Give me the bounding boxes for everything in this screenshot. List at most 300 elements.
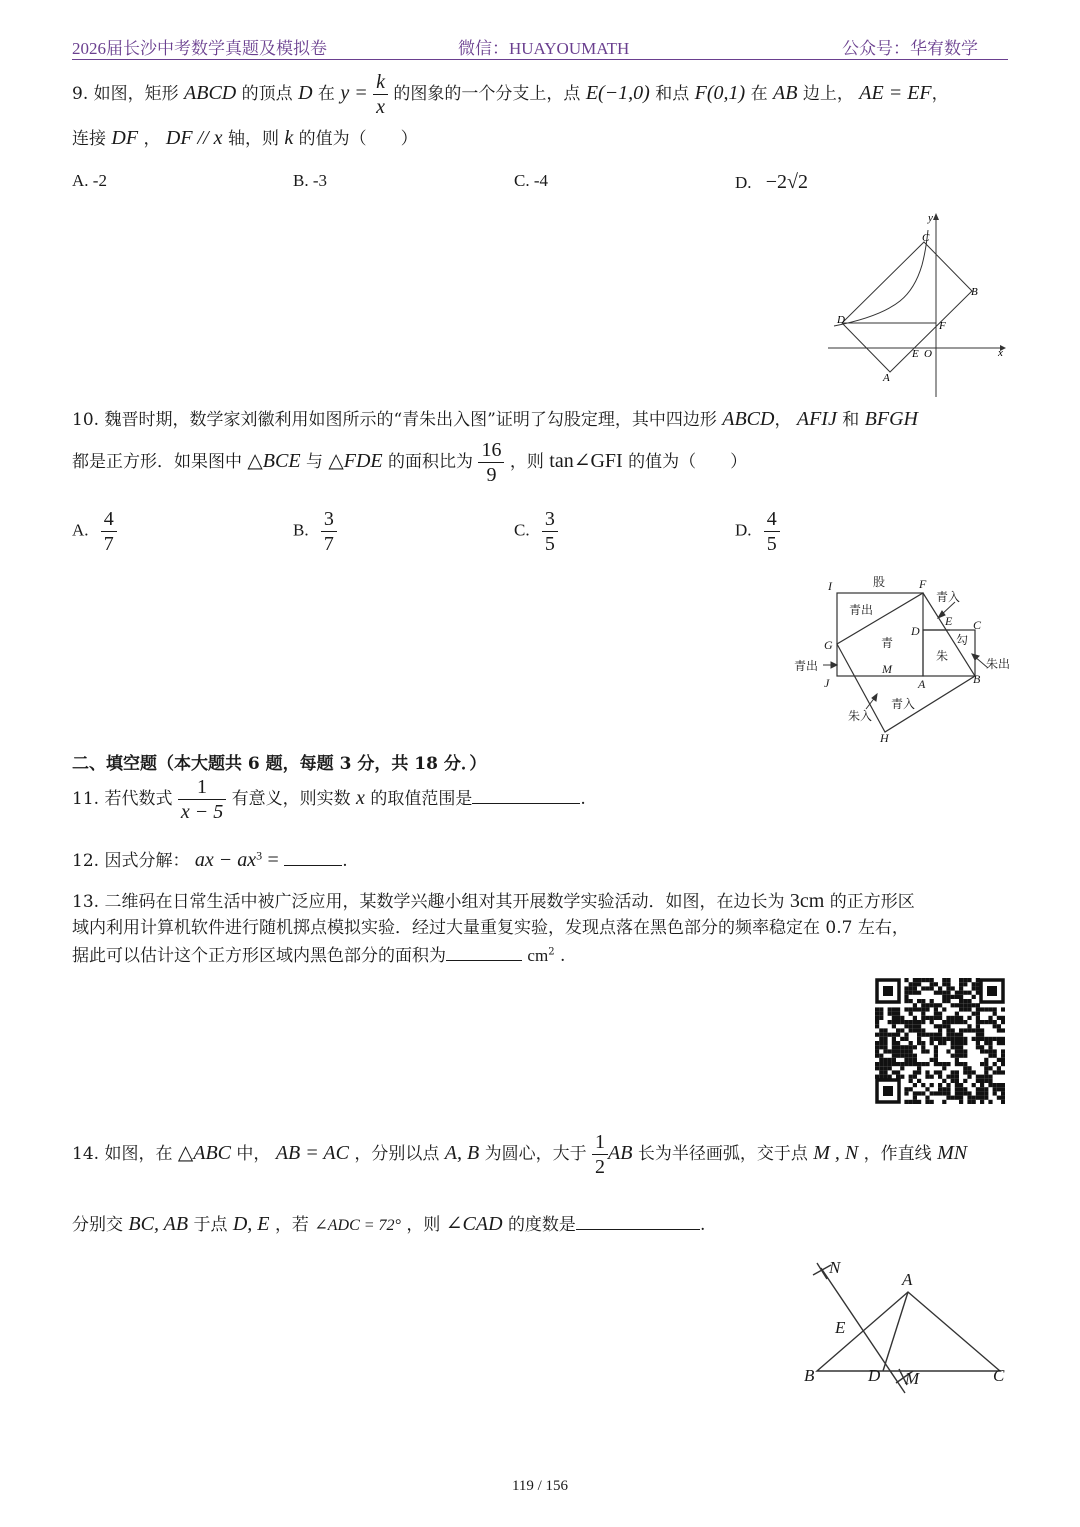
qr-module — [913, 978, 917, 982]
qr-module — [984, 1037, 988, 1041]
q10-label-gou: 勾 — [956, 633, 969, 647]
qr-module — [972, 1037, 976, 1041]
qr-module — [967, 1096, 971, 1100]
q10-option-b: B. $\frac{3}{7}$ — [293, 507, 337, 556]
qr-module — [879, 1062, 883, 1066]
qr-module — [938, 1012, 942, 1016]
q11: 11. 若代数式 $\frac{1}{x - 5}$ 有意义，则实数 x 的取值范围是 . — [72, 776, 586, 823]
qr-module — [997, 1083, 1001, 1087]
qr-module — [909, 1012, 913, 1016]
qr-module — [963, 1087, 967, 1091]
qr-module — [930, 1016, 934, 1020]
qr-module — [967, 1024, 971, 1028]
qr-module — [959, 995, 963, 999]
q10-option-d: D. $\frac{4}{5}$ — [735, 507, 780, 556]
qr-module — [921, 1016, 925, 1020]
qr-module — [913, 1007, 917, 1011]
qr-module — [959, 1007, 963, 1011]
qr-module — [934, 1012, 938, 1016]
qr-module — [976, 1012, 980, 1016]
qr-module — [913, 1054, 917, 1058]
qr-module — [997, 1016, 1001, 1020]
qr-module — [951, 1020, 955, 1024]
q10-label-i: I — [828, 579, 832, 593]
qr-module — [938, 1041, 942, 1045]
qr-module — [976, 1091, 980, 1095]
qr-module — [900, 1066, 904, 1070]
qr-module — [955, 991, 959, 995]
qr-module — [946, 1024, 950, 1028]
qr-module — [909, 1087, 913, 1091]
qr-module — [879, 1016, 883, 1020]
qr-module — [1001, 1049, 1005, 1053]
qr-module — [1001, 1016, 1005, 1020]
qr-module — [942, 1041, 946, 1045]
qr-module — [913, 1058, 917, 1062]
qr-module — [917, 1070, 921, 1074]
q14-label-d: D — [868, 1366, 881, 1385]
qr-module — [955, 1075, 959, 1079]
qr-module — [896, 1007, 900, 1011]
qr-module — [946, 1096, 950, 1100]
qr-module — [984, 1007, 988, 1011]
qr-module — [909, 1100, 913, 1104]
qr-module — [921, 1083, 925, 1087]
qr-module — [955, 1012, 959, 1016]
qr-module — [951, 1037, 955, 1041]
qr-module — [921, 1028, 925, 1032]
q9-label-o: O — [924, 348, 932, 360]
qr-module — [988, 1066, 992, 1070]
q14-fraction: $\frac{1}{2}$ — [592, 1130, 608, 1179]
qr-module — [972, 986, 976, 990]
qr-module — [875, 1016, 879, 1020]
qr-module — [967, 1070, 971, 1074]
qr-module — [993, 1007, 997, 1011]
qr-module — [955, 1070, 959, 1074]
qr-module — [955, 1041, 959, 1045]
qr-module — [925, 1087, 929, 1091]
qr-module — [883, 1045, 887, 1049]
qr-module — [980, 1049, 984, 1053]
q11-answer-blank[interactable] — [472, 803, 580, 804]
qr-module — [972, 1083, 976, 1087]
qr-module — [930, 1100, 934, 1104]
q9-option-a: A. -2 — [72, 171, 107, 190]
qr-module — [955, 1083, 959, 1087]
qr-module — [892, 1058, 896, 1062]
qr-module — [946, 1087, 950, 1091]
qr-module — [942, 995, 946, 999]
qr-module — [913, 1016, 917, 1020]
qr-module — [883, 1041, 887, 1045]
qr-module — [988, 1054, 992, 1058]
qr-module — [934, 1016, 938, 1020]
qr-module — [888, 1012, 892, 1016]
qr-module — [900, 1037, 904, 1041]
qr-module — [900, 1020, 904, 1024]
qr-module — [997, 1041, 1001, 1045]
qr-module — [925, 1003, 929, 1007]
qr-module — [984, 1041, 988, 1045]
qr-module — [904, 1024, 908, 1028]
qr-module — [946, 1091, 950, 1095]
qr-module — [993, 1037, 997, 1041]
qr-module — [879, 1054, 883, 1058]
qr-module — [909, 1079, 913, 1083]
q14-label-m: M — [905, 1369, 920, 1388]
qr-module — [875, 1075, 879, 1079]
qr-module — [955, 1045, 959, 1049]
qr-module — [984, 1087, 988, 1091]
qr-module — [913, 1020, 917, 1024]
qr-module — [955, 1054, 959, 1058]
qr-module — [980, 1079, 984, 1083]
qr-module — [946, 1037, 950, 1041]
qr-module — [917, 1066, 921, 1070]
qr-module — [972, 1100, 976, 1104]
qr-module — [963, 1028, 967, 1032]
qr-module — [997, 1070, 1001, 1074]
qr-module — [921, 1007, 925, 1011]
qr-module — [913, 1024, 917, 1028]
qr-module — [946, 982, 950, 986]
qr-module — [942, 1100, 946, 1104]
qr-module — [997, 1058, 1001, 1062]
qr-module — [972, 1003, 976, 1007]
qr-module — [909, 991, 913, 995]
qr-module — [955, 1079, 959, 1083]
qr-module — [904, 1091, 908, 1095]
qr-module — [938, 1016, 942, 1020]
qr-module — [1001, 1087, 1005, 1091]
q14-answer-blank[interactable] — [576, 1229, 700, 1230]
qr-module — [913, 1075, 917, 1079]
qr-module — [921, 1003, 925, 1007]
q10-line1: 10. 魏晋时期，数学家刘徽利用如图所示的“青朱出入图”证明了勾股定理，其中四边形 ABCD， AFIJ 和 BFGH — [72, 408, 918, 430]
qr-module — [925, 1070, 929, 1074]
qr-module — [963, 1062, 967, 1066]
qr-module — [925, 1100, 929, 1104]
qr-module — [963, 999, 967, 1003]
qr-module — [917, 978, 921, 982]
qr-module — [896, 1045, 900, 1049]
q9-option-c: C. -4 — [514, 171, 548, 190]
qr-module — [883, 1049, 887, 1053]
qr-module — [938, 986, 942, 990]
qr-module — [997, 1024, 1001, 1028]
qr-module — [888, 1033, 892, 1037]
qr-module — [963, 1049, 967, 1053]
qr-module — [993, 1083, 997, 1087]
qr-module — [988, 1041, 992, 1045]
qr-module — [984, 1096, 988, 1100]
qr-module — [879, 1033, 883, 1037]
qr-module — [934, 1033, 938, 1037]
q10-figure — [790, 572, 1015, 747]
qr-module — [955, 1033, 959, 1037]
qr-module — [1001, 1041, 1005, 1045]
q9-label-b: B — [971, 286, 978, 298]
q9-label-e: E — [912, 348, 919, 360]
qr-module — [934, 1058, 938, 1062]
qr-module — [917, 999, 921, 1003]
qr-module — [930, 982, 934, 986]
qr-module — [972, 1012, 976, 1016]
qr-module — [984, 1066, 988, 1070]
qr-module — [909, 1045, 913, 1049]
q11-fraction: $\frac{1}{x - 5}$ — [178, 775, 226, 824]
qr-module — [909, 1062, 913, 1066]
qr-module — [967, 1028, 971, 1032]
qr-module — [959, 1100, 963, 1104]
qr-module — [917, 1100, 921, 1104]
q10-label-j: J — [824, 676, 830, 690]
qr-module — [875, 1024, 879, 1028]
qr-module — [959, 991, 963, 995]
qr-module — [938, 1037, 942, 1041]
qr-module — [993, 1049, 997, 1053]
qr-module — [951, 1075, 955, 1079]
qr-module — [938, 1024, 942, 1028]
qr-module — [888, 1075, 892, 1079]
qr-module — [904, 1054, 908, 1058]
qr-module — [976, 1003, 980, 1007]
q10-option-a: A. $\frac{4}{7}$ — [72, 507, 117, 556]
qr-module — [984, 1020, 988, 1024]
qr-module — [921, 1041, 925, 1045]
qr-module — [967, 1007, 971, 1011]
qr-module — [938, 1028, 942, 1032]
q9-line2: 连接 DF ， DF // x 轴，则 k 的值为（ ） — [72, 127, 418, 149]
qr-module — [980, 1091, 984, 1095]
qr-module — [883, 1070, 887, 1074]
qr-module — [963, 1020, 967, 1024]
qr-module — [984, 1062, 988, 1066]
qr-module — [875, 1041, 879, 1045]
qr-module — [980, 1083, 984, 1087]
qr-module — [951, 1016, 955, 1020]
qr-module — [946, 1083, 950, 1087]
qr-module — [925, 1062, 929, 1066]
qr-module — [967, 1091, 971, 1095]
qr-module — [1001, 1091, 1005, 1095]
qr-module — [938, 1003, 942, 1007]
qr-module — [879, 1066, 883, 1070]
qr-module — [1001, 1054, 1005, 1058]
qr-module — [883, 1028, 887, 1032]
qr-module — [896, 1016, 900, 1020]
qr-module — [896, 1070, 900, 1074]
qr-code-image — [875, 978, 1005, 1104]
qr-module — [993, 1091, 997, 1095]
qr-module — [883, 1037, 887, 1041]
qr-module — [959, 999, 963, 1003]
qr-module — [959, 1016, 963, 1020]
qr-module — [967, 1066, 971, 1070]
qr-module — [938, 1083, 942, 1087]
qr-module — [946, 1016, 950, 1020]
qr-module — [900, 1062, 904, 1066]
qr-module — [951, 1054, 955, 1058]
qr-module — [896, 1049, 900, 1053]
qr-module — [1001, 1058, 1005, 1062]
qr-module — [967, 978, 971, 982]
qr-module — [934, 1062, 938, 1066]
q14-label-e: E — [835, 1318, 846, 1337]
qr-module — [883, 1075, 887, 1079]
qr-module — [892, 1037, 896, 1041]
qr-module — [938, 1070, 942, 1074]
qr-module — [1001, 1070, 1005, 1074]
qr-module — [892, 1070, 896, 1074]
qr-module — [955, 1003, 959, 1007]
qr-module — [909, 982, 913, 986]
qr-module — [930, 1091, 934, 1095]
header-center: 微信：HUAYOUMATH — [458, 39, 630, 58]
qr-module — [913, 1091, 917, 1095]
qr-module — [976, 1024, 980, 1028]
qr-module — [993, 1070, 997, 1074]
qr-module — [925, 1016, 929, 1020]
q10-fraction: $\frac{16}{9}$ — [478, 438, 504, 487]
qr-module — [963, 1066, 967, 1070]
qr-module — [930, 1041, 934, 1045]
qr-module — [959, 1037, 963, 1041]
qr-module — [875, 1062, 879, 1066]
qr-module — [892, 1033, 896, 1037]
qr-module — [913, 1045, 917, 1049]
qr-module — [963, 1079, 967, 1083]
qr-module — [988, 1016, 992, 1020]
q12-answer-blank[interactable] — [284, 865, 342, 866]
qr-module — [917, 1033, 921, 1037]
qr-module — [976, 1096, 980, 1100]
qr-module — [980, 1033, 984, 1037]
qr-module — [930, 1003, 934, 1007]
q13-answer-blank[interactable] — [446, 960, 522, 961]
qr-module — [980, 1096, 984, 1100]
qr-module — [942, 1087, 946, 1091]
qr-module — [934, 1054, 938, 1058]
qr-module — [976, 1087, 980, 1091]
qr-module — [976, 1016, 980, 1020]
qr-module — [883, 1062, 887, 1066]
qr-module — [879, 1037, 883, 1041]
qr-module — [913, 982, 917, 986]
qr-module — [1001, 1096, 1005, 1100]
qr-module — [976, 1033, 980, 1037]
qr-module — [930, 1058, 934, 1062]
qr-module — [904, 1087, 908, 1091]
qr-module — [963, 982, 967, 986]
qr-module — [930, 999, 934, 1003]
qr-module — [988, 1079, 992, 1083]
qr-module — [917, 1062, 921, 1066]
header-right: 公众号：华宥数学 — [842, 39, 978, 58]
qr-module — [879, 1007, 883, 1011]
qr-module — [904, 1020, 908, 1024]
qr-module — [967, 1016, 971, 1020]
q10-label-gu: 股 — [873, 575, 886, 589]
qr-module — [930, 1020, 934, 1024]
qr-module — [967, 1100, 971, 1104]
qr-module — [1001, 1020, 1005, 1024]
qr-module — [879, 1058, 883, 1062]
qr-module — [951, 1003, 955, 1007]
qr-module — [921, 1012, 925, 1016]
qr-module — [879, 1012, 883, 1016]
qr-module — [942, 1024, 946, 1028]
header-divider — [72, 59, 1008, 60]
qr-module — [942, 1037, 946, 1041]
q13-line1: 13. 二维码在日常生活中被广泛应用，某数学兴趣小组对其开展数学实验活动．如图，在边长为 3cm 的正方形区 — [72, 890, 915, 912]
qr-module — [976, 1079, 980, 1083]
qr-module — [909, 1075, 913, 1079]
qr-module — [980, 1020, 984, 1024]
qr-module — [951, 1028, 955, 1032]
q10-label-g: G — [824, 638, 833, 652]
q14-label-a: A — [902, 1270, 913, 1289]
qr-module — [888, 1020, 892, 1024]
q14-line2: 分别交 BC, AB 于点 D, E ，若 ∠ADC = 72° ，则 ∠CAD 的度数是 . — [72, 1213, 706, 1235]
qr-module — [972, 995, 976, 999]
qr-module — [959, 982, 963, 986]
qr-module — [993, 1024, 997, 1028]
qr-module — [942, 1007, 946, 1011]
qr-module — [946, 1020, 950, 1024]
qr-module — [946, 1075, 950, 1079]
qr-module — [917, 991, 921, 995]
qr-module — [955, 1037, 959, 1041]
qr-module — [993, 1062, 997, 1066]
qr-module — [955, 1096, 959, 1100]
qr-module — [972, 1028, 976, 1032]
q9-label-x: x — [998, 347, 1003, 359]
q10-label-qingchu-top: 青出 — [849, 603, 874, 617]
q10-label-a: A — [918, 677, 926, 691]
qr-module — [921, 1062, 925, 1066]
q12: 12. 因式分解： ax − $ax^3$ = . — [72, 848, 348, 871]
qr-module — [904, 1033, 908, 1037]
q13-line3: 据此可以估计这个正方形区域内黑色部分的面积为 $cm^2$ . — [72, 946, 566, 966]
qr-module — [955, 1016, 959, 1020]
qr-module — [913, 1003, 917, 1007]
qr-module — [934, 1003, 938, 1007]
qr-module — [959, 1083, 963, 1087]
qr-module — [904, 986, 908, 990]
qr-module — [879, 1075, 883, 1079]
qr-module — [904, 999, 908, 1003]
qr-module — [951, 1033, 955, 1037]
qr-module — [967, 999, 971, 1003]
qr-module — [959, 1045, 963, 1049]
qr-module — [980, 1087, 984, 1091]
qr-module — [988, 1100, 992, 1104]
qr-module — [921, 1033, 925, 1037]
qr-module — [988, 1037, 992, 1041]
qr-module — [946, 991, 950, 995]
q10-label-zhu: 朱 — [936, 649, 949, 663]
qr-module — [904, 1049, 908, 1053]
qr-module — [938, 1062, 942, 1066]
qr-module — [959, 1020, 963, 1024]
qr-module — [976, 1037, 980, 1041]
qr-module — [980, 1062, 984, 1066]
qr-module — [984, 1079, 988, 1083]
qr-module — [959, 1087, 963, 1091]
qr-module — [875, 1012, 879, 1016]
